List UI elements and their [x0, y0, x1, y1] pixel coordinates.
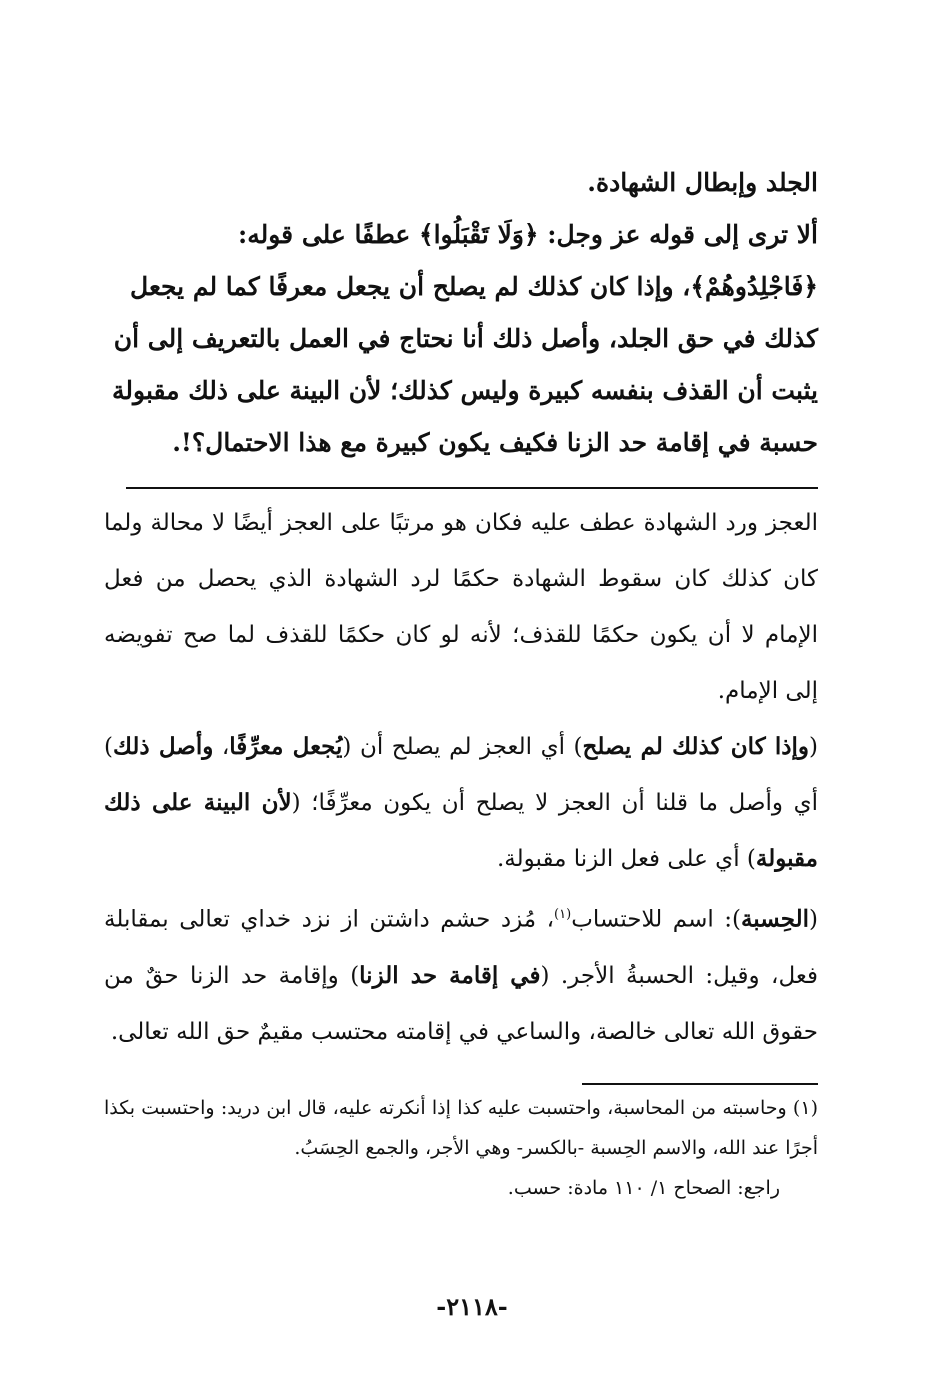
- quoted-phrase: في إقامة حد الزنا: [359, 961, 541, 989]
- commentary-text: ) أي وأصل ما قلنا أن العجز لا يصلح أن يكون معرِّفًا؛ (: [104, 734, 818, 816]
- quoted-phrase: الحِسبة: [740, 905, 810, 933]
- commentary-text: ، مُزد حشم داشتن از نزد خداي تعالى بمقابلة فعل، وقيل: الحسبةُ الأجر. (: [104, 906, 818, 989]
- matn-line: ﴿فَاجْلِدُوهُمْ﴾، وإذا كان كذلك لم يصلح أن يجعل معرفًا كما لم يجعل: [130, 272, 818, 301]
- quoted-phrase: وإذا كان كذلك لم يصلح: [582, 733, 810, 760]
- paren: (: [809, 734, 819, 760]
- sharh-paragraph-1: العجز ورد الشهادة عطف عليه فكان هو مرتبًا على العجز أيضًا لا محالة ولما كان كذلك كان سقوط الشهادة حكمًا لرد الشهادة الذي يحصل من فعل الإمام لا أن يكون حكمًا للقذف؛ لأنه لو كان حكمًا للقذف لما صح تفويضه إلى الإمام.: [104, 510, 819, 704]
- commentary-text: ) أي العجز لم يصلح أن (: [342, 734, 583, 760]
- quoted-phrase: لأن البينة على ذلك مقبولة: [104, 789, 818, 872]
- footnote-reference-line: راجع: الصحاح ١/ ١١٠ مادة: حسب.: [507, 1177, 780, 1199]
- matn-line: كذلك في حق الجلد، وأصل ذلك أنا نحتاج في العمل بالتعريف إلى أن: [113, 324, 818, 353]
- sharh-text: [104, 495, 818, 1060]
- footnote-separator: [582, 1083, 818, 1085]
- sharh-paragraph-2: [104, 719, 818, 887]
- quoted-phrase: يُجعل معرِّفًا: [229, 733, 343, 760]
- quoted-phrase: وأصل ذلك: [112, 733, 214, 760]
- footnote: [104, 1088, 818, 1208]
- footnote-text: (١) وحاسبته من المحاسبة، واحتسبت عليه كذا إذا أنكرته عليه، قال ابن دريد: واحتسبت بكذا أجرًا عند الله، والاسم الحِسبة -بالكسر- وهي الأجر، والجمع الحِسَبُ.: [104, 1097, 818, 1159]
- sharh-paragraph-3: [104, 887, 818, 1060]
- matn-line: يثبت أن القذف بنفسه كبيرة وليس كذلك؛ لأن البينة على ذلك مقبولة: [112, 376, 818, 405]
- footnote-reference[interactable]: (١): [554, 907, 572, 922]
- commentary-text: ) أي على فعل الزنا مقبولة.: [497, 846, 756, 872]
- commentary-text: ): اسم للاحتساب: [571, 906, 741, 933]
- matn-line: ألا ترى إلى قوله عز وجل: ﴿وَلَا تَقْبَلُوا﴾ عطفًا على قوله:: [238, 220, 818, 249]
- commentary-text: ،: [213, 734, 230, 760]
- matn-separator: [126, 487, 818, 489]
- commentary-text: ) وإقامة حد الزنا حقٌ من حقوق الله تعالى خالصة، والساعي في إقامته محتسب مقيمٌ حق الله تعالى.: [104, 962, 818, 1045]
- matn-text: [104, 157, 818, 469]
- matn-line: حسبة في إقامة حد الزنا فكيف يكون كبيرة مع هذا الاحتمال؟!.: [172, 428, 818, 457]
- matn-line: الجلد وإبطال الشهادة.: [587, 168, 818, 197]
- paren: (: [809, 906, 818, 933]
- page-number: -٢١١٨-: [436, 1292, 508, 1321]
